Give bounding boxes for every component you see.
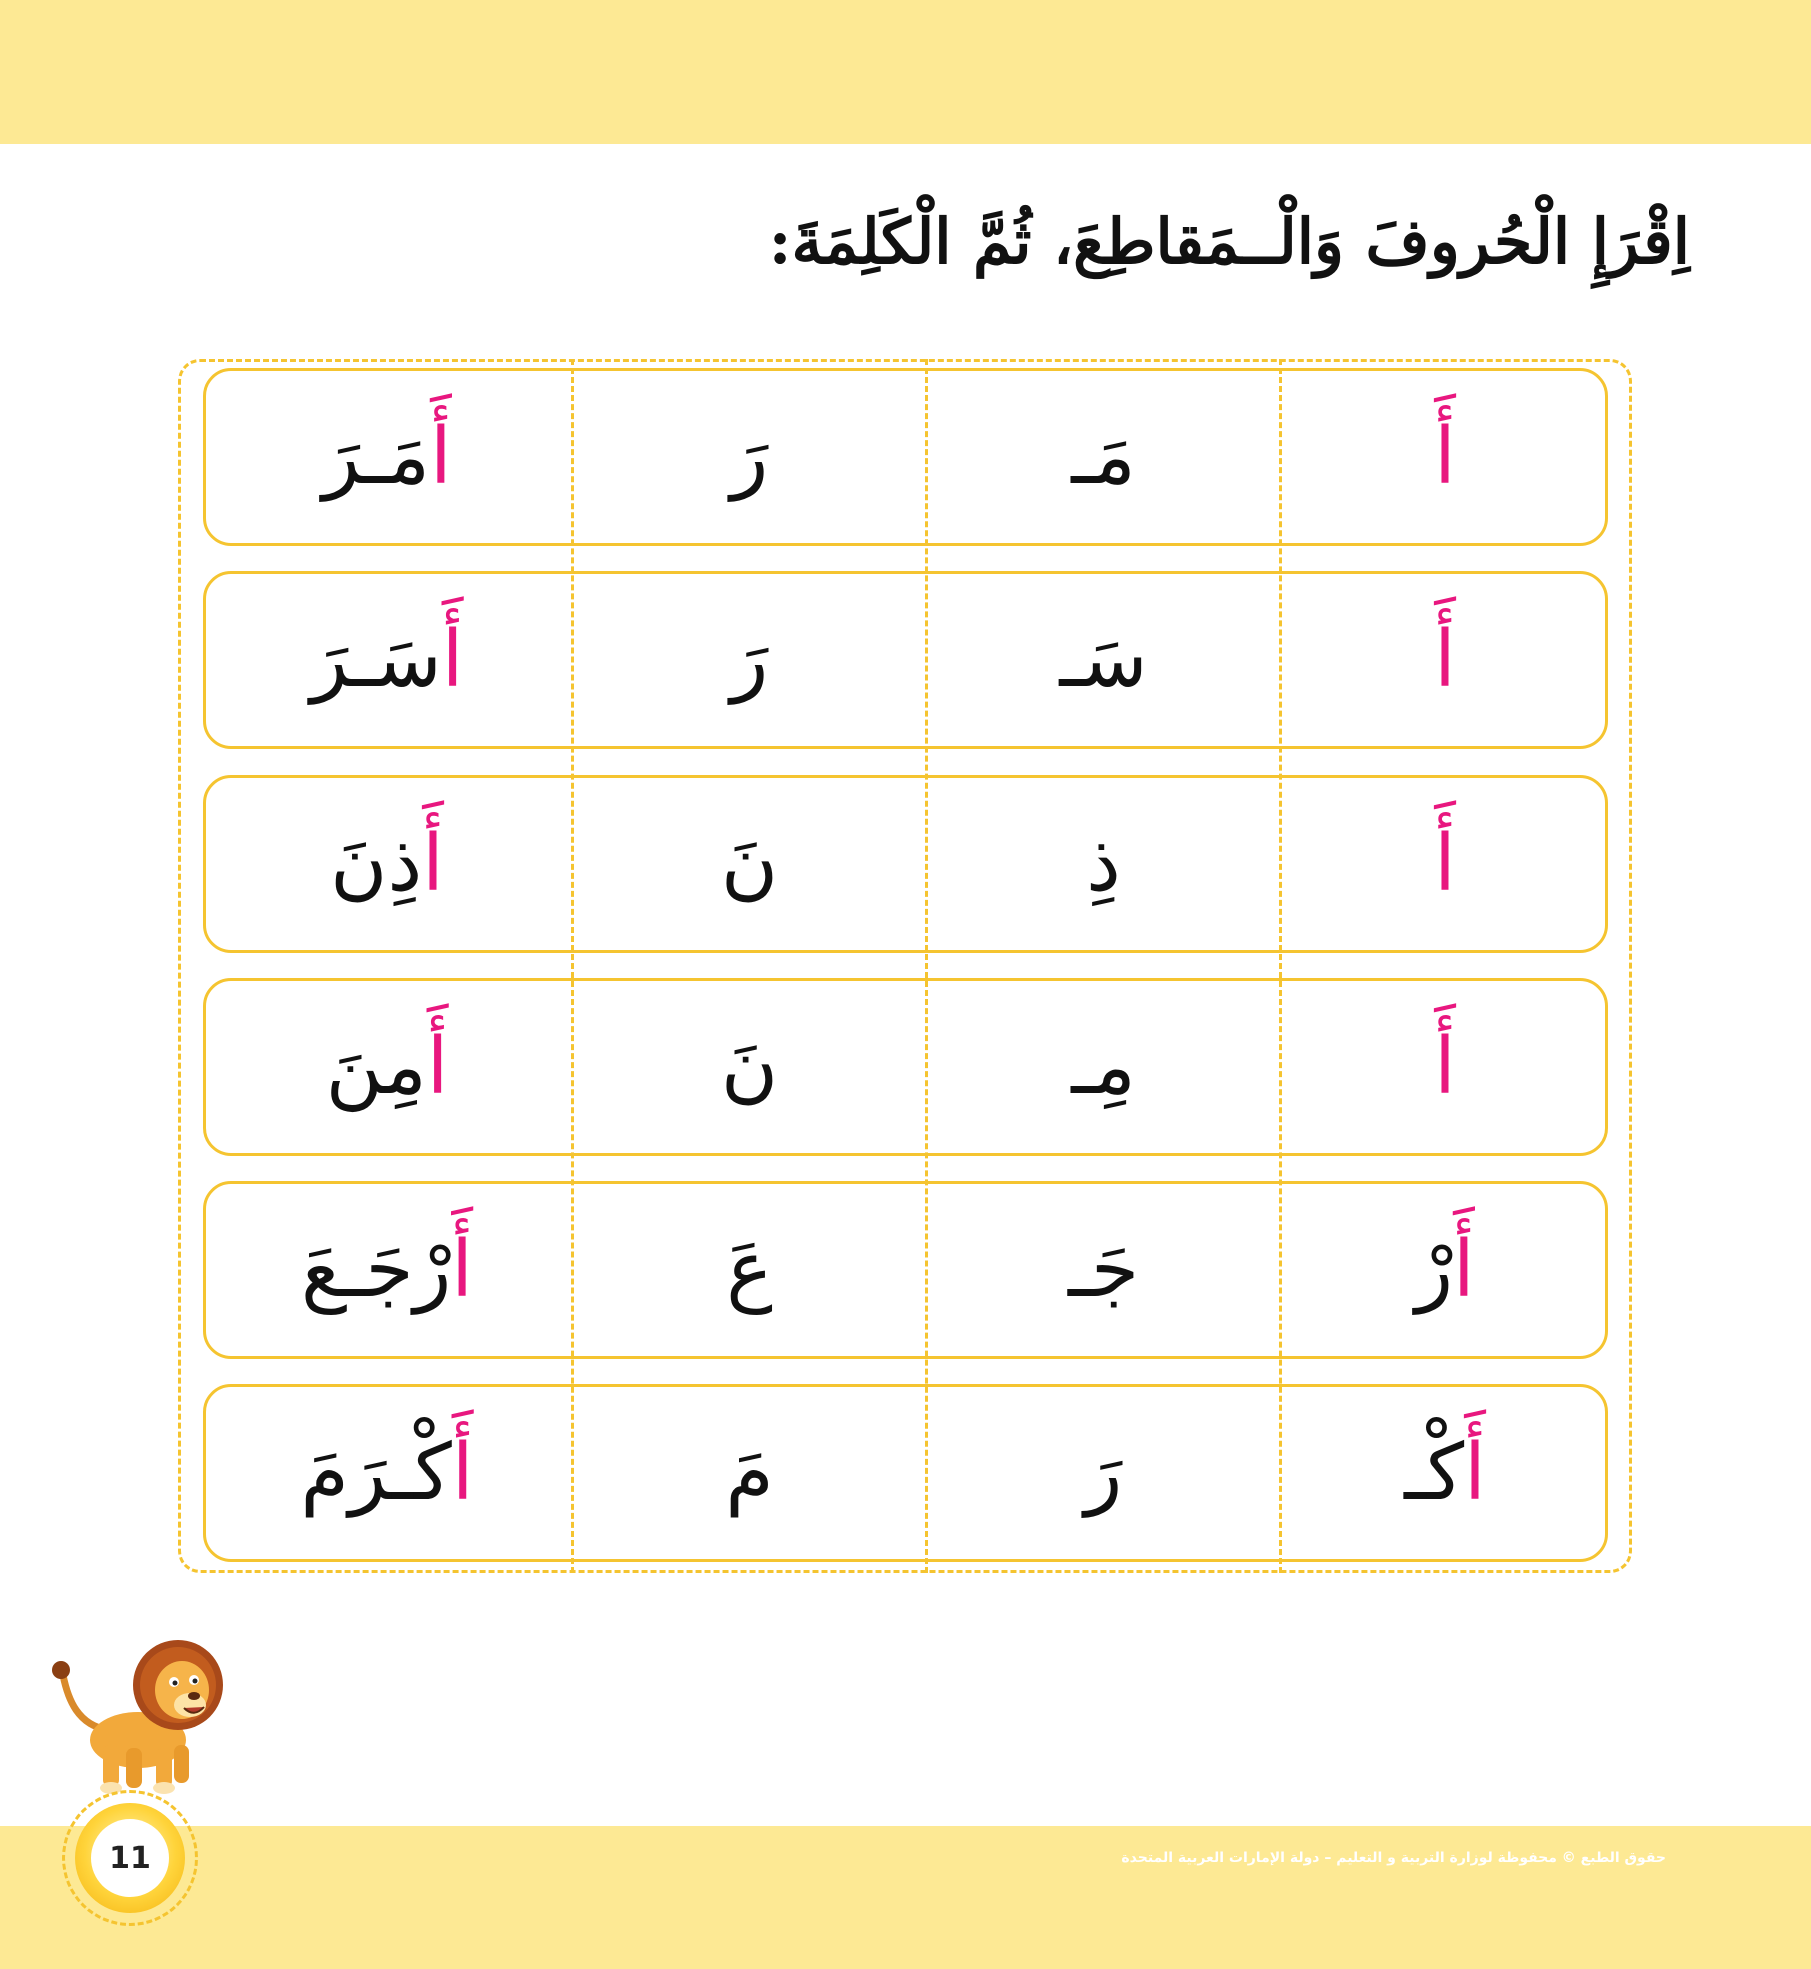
word-first-letter: أَ: [441, 615, 464, 705]
word-cell: [203, 1181, 571, 1359]
syllable-cell-1: أَ: [1434, 1022, 1456, 1112]
syllable-first-letter: أَ: [1464, 1428, 1486, 1518]
word-cell: [203, 368, 571, 546]
lion-mascot-icon: [48, 1630, 228, 1800]
syllable-cell-1: [1282, 1384, 1608, 1562]
syllable-cell-1: أَ: [1434, 615, 1456, 705]
syllable-cell-1: أَ: [1434, 819, 1456, 909]
word-first-letter: أَ: [430, 412, 452, 502]
word-rest: رْجَـعَ: [301, 1225, 452, 1315]
syllable-cell-1: [1282, 1181, 1608, 1359]
syllable-cell-3: نَ: [720, 819, 779, 909]
word-cell: [203, 571, 571, 749]
page-number: 11: [91, 1819, 169, 1897]
word-cell: [203, 978, 571, 1156]
syllable-cell-3: رَ: [730, 615, 769, 705]
syllable-rest: كْـ: [1404, 1428, 1465, 1518]
syllable-cell-3: نَ: [720, 1022, 779, 1112]
word-first-letter: أَ: [426, 1022, 449, 1112]
page-number-badge: [62, 1790, 198, 1926]
syllable-first-letter: أَ: [1453, 1225, 1475, 1315]
syllable-cell-2: رَ: [1084, 1428, 1123, 1518]
syllable-cell-2: مَـ: [1071, 412, 1136, 502]
top-band: [0, 0, 1811, 144]
word-first-letter: أَ: [451, 1428, 474, 1518]
instruction-heading: اِقْرَإِ الْحُروفَ وَالْــمَقاطِعَ، ثُمَّ الْكَلِمَةَ:: [768, 205, 1690, 278]
syllable-cell-2: جَـ: [1067, 1225, 1140, 1315]
word-first-letter: أَ: [451, 1225, 473, 1315]
syllable-cell-1: أَ: [1434, 412, 1456, 502]
word-first-letter: أَ: [422, 819, 444, 909]
word-rest: كْـرَمَ: [300, 1428, 452, 1518]
word-rest: ذِنَ: [330, 819, 423, 909]
word-cell: [203, 775, 571, 953]
syllable-cell-3: رَ: [730, 412, 769, 502]
copyright-notice: حقوق الطبع © محفوظة لوزارة التربية و التعليم – دولة الإمارات العربية المتحدة: [1121, 1850, 1666, 1866]
syllable-cell-2: سَـ: [1059, 615, 1148, 705]
syllable-cell-2: مِـ: [1071, 1022, 1136, 1112]
syllable-cell-3: مَ: [725, 1428, 774, 1518]
word-cell: [203, 1384, 571, 1562]
syllable-cell-3: عَ: [726, 1225, 773, 1315]
word-rest: مَـرَ: [322, 412, 430, 502]
syllable-cell-2: ذِ: [1086, 819, 1121, 909]
syllable-rest: رْ: [1415, 1225, 1453, 1315]
page-badge-ring: [75, 1803, 185, 1913]
bottom-band: [0, 1826, 1811, 1969]
word-rest: سَـرَ: [310, 615, 442, 705]
word-rest: مِنَ: [325, 1022, 427, 1112]
